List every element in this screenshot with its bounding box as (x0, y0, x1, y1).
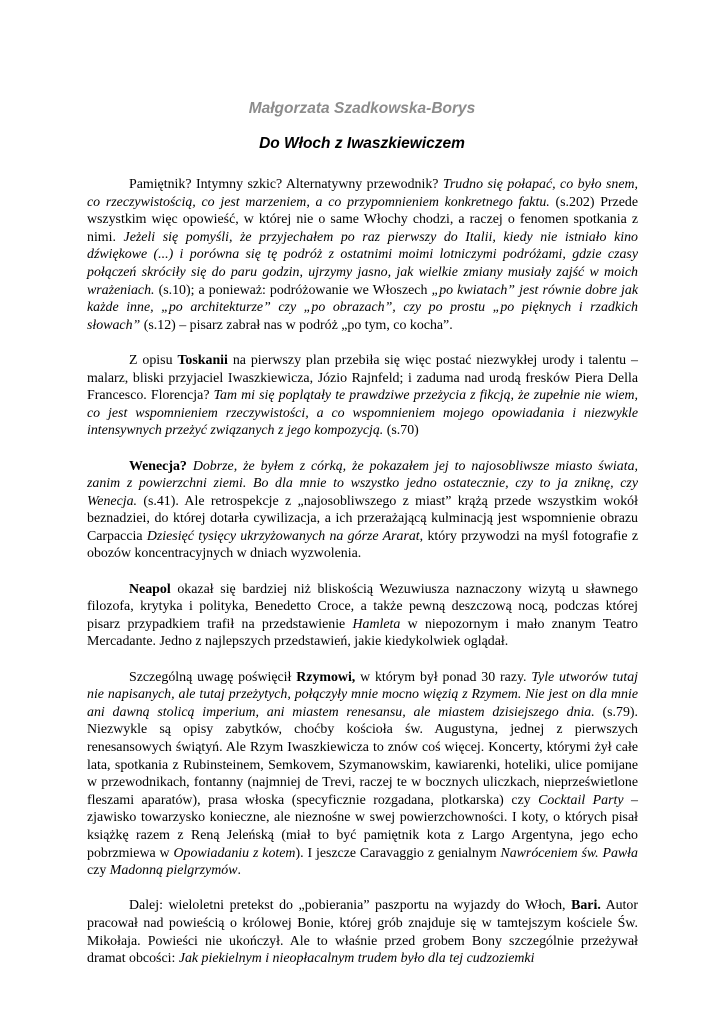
text-run: Z opisu (129, 352, 178, 368)
text-run: (s.10); a ponieważ: podróżowanie we Włoszech (154, 282, 432, 298)
bold-text: Neapol (129, 581, 171, 597)
bold-text: Rzymowi, (296, 669, 356, 685)
paragraph (87, 352, 638, 440)
italic-quote: Dobrze, że byłem z córką, że pokazałem jej to najosobliwsze miasto świata, zanim z powierzchni ziemi. Bo dla mnie to wszystko jedno ostatecznie, czy to ja zniknę, czy Wenecja. (87, 458, 638, 509)
text-run: w niepozornym i mało znanym Teatro Mercadante. Jedno z najlepszych przedstawień, jakie kiedykolwiek oglądał. (87, 616, 638, 650)
italic-quote: Tam mi się poplątały te prawdziwe przeżycia z fikcją, że zupełnie nie wiem, co jest wspomnieniem rzeczywistości, a co wspomnieniem mojego opowiadania i niezwykle intensywnych przeżyć związanych z jego kompozycją. (87, 388, 638, 439)
italic-quote: Dziesięć tysięcy ukrzyżowanych na górze Ararat (146, 528, 420, 544)
paragraph (87, 669, 638, 880)
article-title: Do Włoch z Iwaszkiewiczem (259, 135, 465, 152)
italic-quote: Jeżeli się pomyśli, że przyjechałem po raz pierwszy do Italii, kiedy nie istniało kino dźwiękowe (...) i porówna się tę podróż z ostatnimi moimi lotniczymi podróżami, gdzie czasy połączeń skróciły się do paru godzin, ujrzymy jasno, jak wielkie zmiany musiały zajść w moich wrażeniach. (87, 229, 638, 298)
italic-quote: „po kwiatach” jest równie dobre jak każde inne, „po architekturze” czy „po obrazach”, czy po prostu „po pięknych i rzadkich słowach” (87, 282, 639, 333)
text-run: na pierwszy plan przebiła się więc postać niezwykłej urody i talentu – malarz, bliski przyjaciel Iwaszkiewicza, Józio Rajnfeld; i zaduma nad urodą fresków Piera Della Francesco. Florencja? (87, 352, 638, 404)
text-run: Dalej: wieloletni pretekst do „pobierania” paszportu na wyjazdy do Włoch, (129, 898, 572, 914)
paragraph (87, 176, 638, 334)
text-run: czy (87, 863, 110, 879)
italic-quote: Jak piekielnym i nieopłacalnym trudem było dla tej cudzoziemki (178, 951, 535, 967)
italic-quote: Opowiadaniu z kotem (173, 845, 296, 861)
text-run: Autor pracował nad powieścią o królowej Bonie, której grób znajduje się w tamtejszym kościele Św. Mikołaja. Powieści nie ukończył. Ale to właśnie przed grobem Bony szczególnie przeżywał dramat obcości: (87, 898, 638, 967)
article-body (87, 176, 638, 968)
italic-quote: Hamleta (352, 616, 401, 632)
bold-text: Toskanii (177, 352, 228, 368)
bold-text: Bari. (571, 898, 601, 914)
text-run: , który przywodzi na myśl fotografie z obozów koncentracyjnych w dniach wyzwolenia. (87, 528, 639, 562)
text-run: (s.79). Niezwykle są opisy zabytków, choćby kościoła św. Augustyna, jednej z pierwszych renesansowych świątyń. Ale Rzym Iwaszkiewicza to znów coś więcej. Koncerty, którymi żył całe lata, spotkania z Rubinsteinem, Semkovem, Szymanowskim, kawiarenki, hoteliki, ulice pomijane w przewodnikach, fontanny (najmniej de Trevi, raczej te w bocznych uliczkach, nieprześwietlone fleszami aparatów), prasa włoska (specyficznie rozgadana, plotkarska) czy (87, 704, 638, 808)
text-run: (s.12) – pisarz zabrał nas w podróż „po tym, co kocha”. (140, 317, 453, 333)
paragraph (87, 897, 638, 967)
text-run: w którym był ponad 30 razy. (355, 669, 532, 685)
author-name: Małgorzata Szadkowska-Borys (248, 100, 476, 117)
text-run: – zjawisko towarzysko konieczne, ale nieznośne w swej powierzchowności. I koty, o których pisał książkę razem z Reną Jeleńską (miał to być pamiętnik kota z Largo Argentyna, jego echo pobrzmiewa w (87, 792, 638, 861)
paragraph (87, 581, 638, 651)
text-run: . (237, 863, 241, 879)
text-run: (s.70) (383, 423, 419, 439)
text-run: okazał się bardziej niż bliskością Wezuwiusza naznaczony wizytą u sławnego filozofa, krytyka i polityka, Benedetto Croce, a także pewną deszczową nocą, podczas której pisarz przypadkiem trafił na przedstawienie (87, 581, 638, 632)
paragraph (87, 458, 638, 564)
italic-quote: Nawróceniem św. Pawła (500, 845, 638, 861)
italic-quote: Trudno się połapać, co było snem, co rzeczywistością, co jest marzeniem, a co przypomnieniem konkretnego faktu. (87, 177, 638, 210)
italic-quote: Cocktail Party (538, 792, 624, 808)
text-run: Szczególną uwagę poświęcił (129, 669, 297, 685)
text-run: (s.41). Ale retrospekcje z „najosobliwszego z miast” krążą przede wszystkim wokół beznadziei, do której dotarła cywilizacja, a ich przerażającą kulminacją jest wspomnienie obrazu Carpaccia (87, 493, 638, 544)
italic-quote: Tyle utworów tutaj nie napisanych, ale tutaj przeżytych, połączyły mnie mocno więzią z Rzymem. Nie jest on dla mnie ani dawną stolicą imperium, ani miastem renesansu, ale miastem dzisiejszego dnia. (87, 669, 638, 720)
text-run: (s.202) Przede wszystkim więc opowieść, w której nie o same Włochy chodzi, a raczej o fenomen spotkania z nimi. (87, 194, 638, 245)
italic-quote: Madonną pielgrzymów (109, 863, 238, 879)
bold-text: Wenecja? (129, 458, 187, 474)
text-run: Pamiętnik? Intymny szkic? Alternatywny przewodnik? (129, 177, 443, 192)
text-run: ). I jeszcze Caravaggio z genialnym (295, 845, 501, 861)
